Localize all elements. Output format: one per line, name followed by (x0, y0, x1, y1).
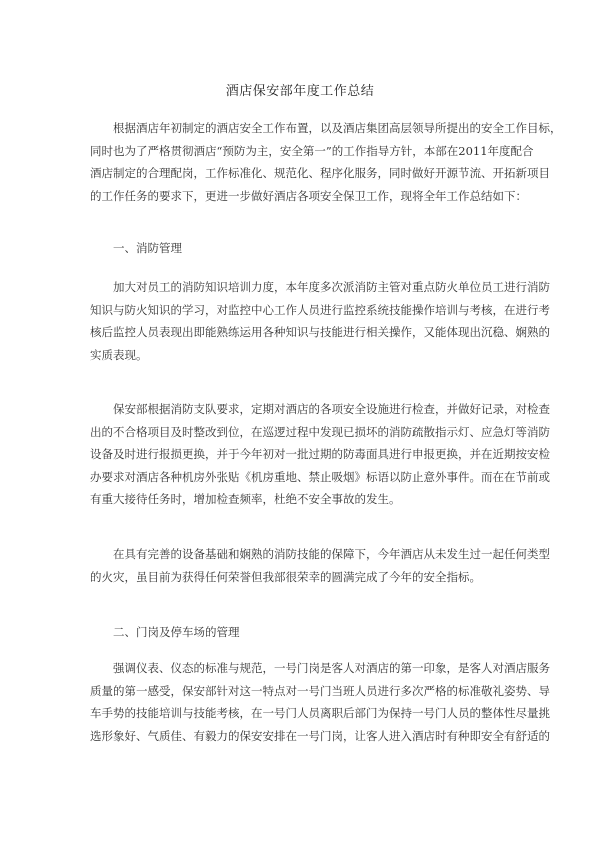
paragraph-line: 酒店制定的合理配岗，工作标准化、规范化、程序化服务，同时做好开源节流、开拓新项目 (90, 166, 550, 180)
intro-paragraph (90, 117, 562, 207)
paragraph-line: 有重大接待任务时，增加检查频率，杜绝不安全事故的发生。 (90, 492, 401, 506)
document-title: 酒店保安部年度工作总结 (225, 84, 375, 99)
paragraph-line: 实质表现。 (90, 347, 148, 362)
paragraph-line: 车手势的技能培训与技能考核，在一号门人员离职后部门为保持一号门人员的整体性尽量挑 (90, 706, 550, 720)
paragraph-line: 保安部根据消防支队要求，定期对酒店的各项安全设施进行检查，并做好记录，对检查 (113, 402, 550, 416)
paragraph-line: 质量的第一感受，保安部针对这一特点对一号门当班人员进行多次严格的标准敬礼姿势、导 (90, 683, 550, 698)
paragraph-line: 出的不合格项目及时整改到位，在巡逻过程中发现已损坏的消防疏散指示灯、应急灯等消防 (90, 424, 550, 439)
paragraph-line: 的火灾，虽目前为获得任何荣誉但我部很荣幸的圆满完成了今年的安全指标。 (90, 569, 481, 584)
paragraph-line: 选形象好、气质佳、有毅力的保安安排在一号门岗，让客人进入酒店时有种即安全有舒适的 (90, 728, 550, 743)
paragraph-line: 在具有完善的设备基础和娴熟的消防技能的保障下，今年酒店从未发生过一起任何类型 (113, 547, 550, 561)
fire-training-paragraph (90, 276, 550, 366)
paragraph-line: 根据酒店年初制定的酒店安全工作布置，以及酒店集团高层领导所提出的安全工作目标， (113, 121, 562, 135)
paragraph-line: 办要求对酒店各种机房外张贴《机房重地、禁止吸烟》标语以防止意外事件。而在在节前或 (90, 469, 550, 484)
section-heading-gate-parking: 二、门岗及停车场的管理 (113, 625, 240, 639)
fire-safety-result-paragraph (90, 543, 550, 588)
paragraph-line: 强调仪表、仪态的标准与规范，一号门岗是客人对酒店的第一印象，是客人对酒店服务 (113, 661, 550, 675)
section-heading-fire-management: 一、消防管理 (113, 241, 182, 255)
paragraph-line: 核后监控人员表现出即能熟练运用各种知识与技能进行相关操作，又能体现出沉稳、娴熟的 (90, 325, 550, 339)
paragraph-line: 的工作任务的要求下，更进一步做好酒店各项安全保卫工作，现将全年工作总结如下： (90, 188, 527, 203)
gate-standards-paragraph (90, 657, 550, 747)
paragraph-line: 同时也为了严格贯彻酒店“预防为主，安全第一”的工作指导方针，本部在2011年度配合 (90, 143, 534, 158)
fire-inspection-paragraph (90, 398, 550, 511)
paragraph-line: 设备及时进行报损更换，并于今年初对一批过期的防毒面具进行申报更换，并在近期按安检 (90, 447, 550, 461)
paragraph-line: 加大对员工的消防知识培训力度，本年度多次派消防主管对重点防火单位员工进行消防 (113, 280, 550, 294)
paragraph-line: 知识与防火知识的学习，对监控中心工作人员进行监控系统技能操作培训与考核，在进行考 (90, 302, 550, 317)
